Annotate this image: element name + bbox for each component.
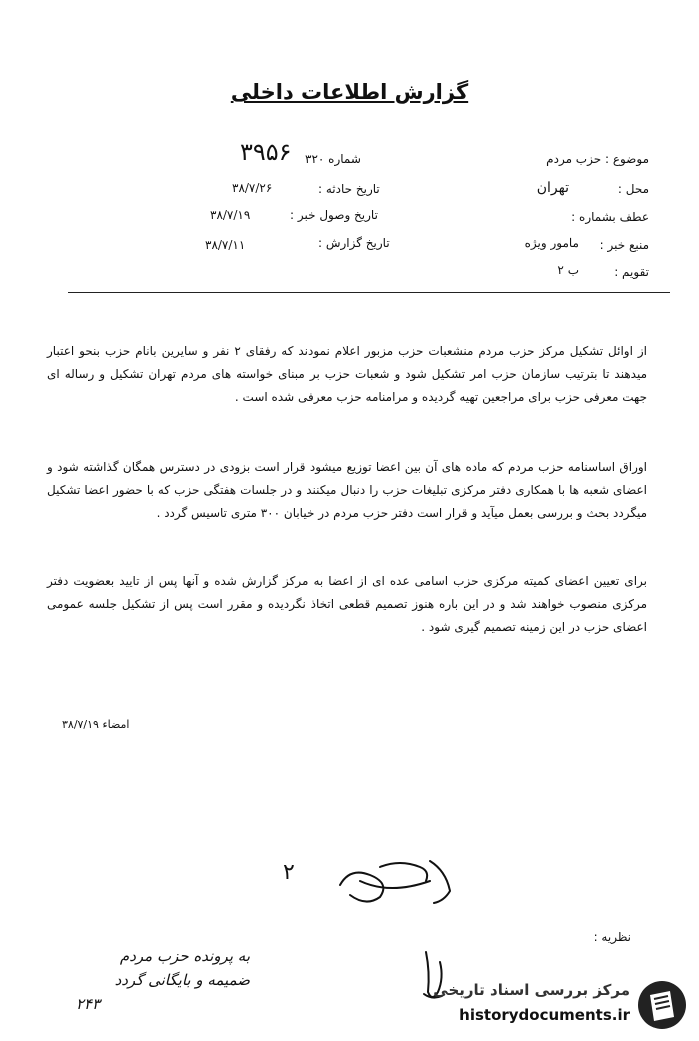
place-label: محل : <box>617 182 649 196</box>
receipt-date-value: ۳۸/۷/۱۹ <box>210 208 251 222</box>
watermark-url: historydocuments.ir <box>459 1006 630 1024</box>
handwritten-note-line: ضمیمه و بایگانی گردد <box>114 971 250 989</box>
place-value: تهران <box>536 180 569 196</box>
signature-date: امضاء ۳۸/۷/۱۹ <box>62 718 130 731</box>
incident-date-label: تاریخ حادثه : <box>318 182 380 196</box>
incident-date-value: ۳۸/۷/۲۶ <box>232 181 273 195</box>
receipt-date-label: تاریخ وصول خبر : <box>290 208 378 222</box>
archive-logo-icon <box>636 979 688 1031</box>
opinion-label: نظریه : <box>593 930 631 944</box>
rating-label: تقویم : <box>614 265 649 279</box>
header-divider <box>68 292 670 293</box>
report-date-label: تاریخ گزارش : <box>318 236 390 250</box>
handwritten-note-line: ۲۴۳ <box>75 995 100 1013</box>
signature-scribble-icon <box>280 855 470 905</box>
report-title: گزارش اطلاعات داخلی <box>230 80 469 104</box>
source-value: مامور ویژه <box>524 236 579 250</box>
body-paragraph: از اوائل تشکیل مرکز حزب مردم منشعبات حزب مزبور اعلام نمودند که رفقای ۲ نفر و سایرین بانام حزب بنحو اعتبار میدهند تا بترتیب سازمان حزب امر تشکیل شود و شعبات حزب بر مبنای خواسته های مردم تهران تشکیل و رساله ای جهت معرفی حزب برای مراجعین تهیه گردیده و مرامنامه حزب معرفی شده است . <box>47 344 647 404</box>
report-date-value: ۳۸/۷/۱۱ <box>205 238 246 252</box>
number-value: ۳۹۵۶ <box>240 138 292 166</box>
subject-field: موضوع : حزب مردم <box>546 152 649 166</box>
rating-value: ب ۲ <box>557 263 579 277</box>
source-label: منبع خبر : <box>599 238 649 252</box>
watermark-title: مرکز بررسی اسناد تاریخی <box>433 981 630 999</box>
number-label: شماره ۳۲۰ <box>305 152 361 166</box>
handwritten-note <box>20 944 250 1016</box>
handwritten-note-line: به پرونده حزب مردم <box>119 947 250 965</box>
signature-mark <box>280 855 470 909</box>
reference-label: عطف بشماره : <box>571 210 649 224</box>
body-paragraph: برای تعیین اعضای کمیته مرکزی حزب اسامی عده ای از اعضا به مرکز گزارش شده و آنها پس از تایید بعضویت دفتر مرکزی منصوب خواهند شد و در این باره هنوز تصمیم قطعی اتخاذ نگردیده و مقرر است پس از تشکیل جلسه عمومی اعضای حزب در این زمینه تصمیم گیری شود . <box>47 574 647 634</box>
watermark <box>408 975 690 1035</box>
body-paragraph: اوراق اساسنامه حزب مردم که ماده های آن بین اعضا توزیع میشود قرار است بزودی در دسترس همگان گذاشته شود و اعضای شعبه ها با همکاری دفتر مرکزی تبلیغات حزب را دنبال میکنند و در جلسات هفتگی حزب که با حضور اعضا تشکیل میگردد بحث و بررسی بعمل میآید و قرار است دفتر حزب مردم در خیابان ۳۰۰ متری تاسیس گردد . <box>47 460 647 520</box>
page-mark: ۲ <box>283 860 295 885</box>
